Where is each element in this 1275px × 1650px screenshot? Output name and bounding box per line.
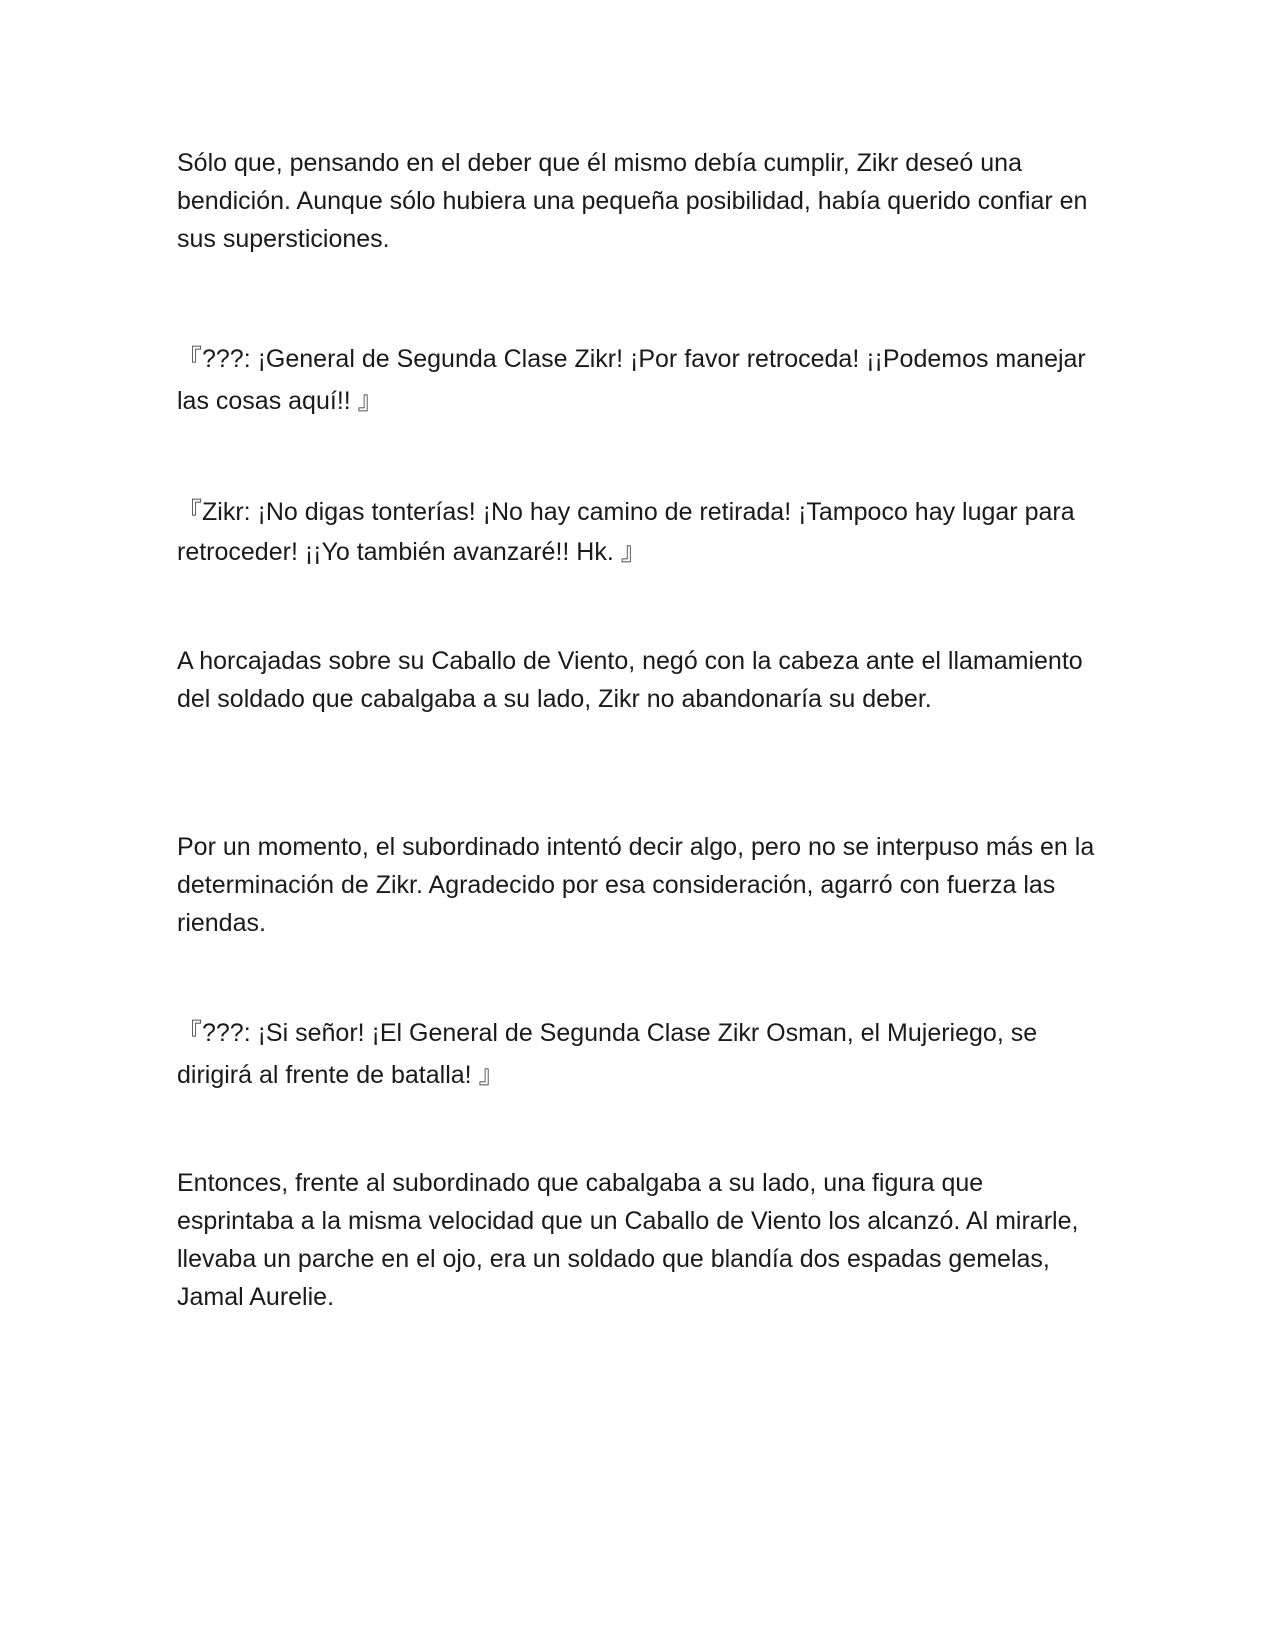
paragraph-narration-2: A horcajadas sobre su Caballo de Viento, negó con la cabeza ante el llamamiento del soldado que cabalgaba a su lado, Zikr no abandonaría su deber. (177, 647, 1083, 713)
paragraph-narration-1: Sólo que, pensando en el deber que él mismo debía cumplir, Zikr deseó una bendición. Aunque sólo hubiera una pequeña posibilidad, había querido confiar en sus supersticiones. (177, 149, 1088, 253)
paragraph-dialogue-2: 『Zikr: ¡No digas tonterías! ¡No hay camino de retirada! ¡Tampoco hay lugar para retroceder! ¡¡Yo también avanzaré!! Hk. 』 (177, 498, 1075, 566)
paragraph-narration-3: Por un momento, el subordinado intentó decir algo, pero no se interpuso más en la determinación de Zikr. Agradecido por esa consideración, agarró con fuerza las riendas. (177, 833, 1095, 937)
paragraph-narration-4: Entonces, frente al subordinado que cabalgaba a su lado, una figura que esprintaba a la misma velocidad que un Caballo de Viento los alcanzó. Al mirarle, llevaba un parche en el ojo, era un soldado que blandía dos espadas gemelas, Jamal Aurelie. (177, 1169, 1079, 1311)
paragraph-dialogue-3: 『???: ¡Si señor! ¡El General de Segunda Clase Zikr Osman, el Mujeriego, se dirigirá al frente de batalla! 』 (177, 1019, 1038, 1089)
paragraph-dialogue-1: 『???: ¡General de Segunda Clase Zikr! ¡Por favor retroceda! ¡¡Podemos manejar las cosas aquí!! 』 (177, 345, 1086, 415)
